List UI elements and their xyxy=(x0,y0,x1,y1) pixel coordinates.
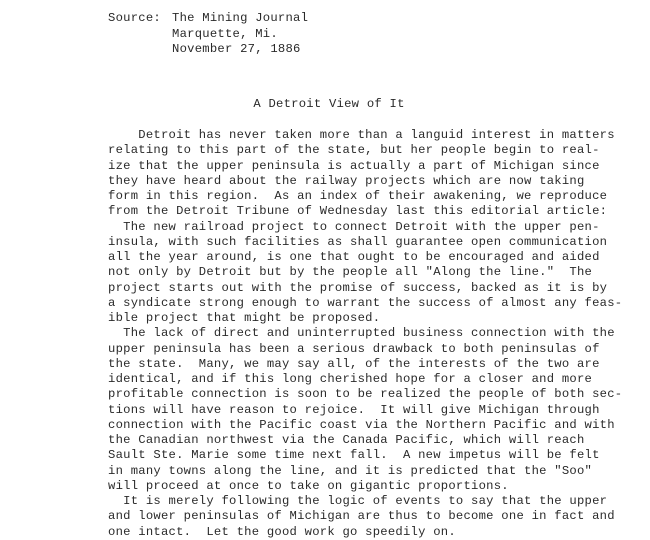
source-line-3 xyxy=(108,42,308,58)
article-body xyxy=(108,128,622,540)
body-line: It is merely following the logic of events to say that the upper xyxy=(108,494,608,508)
body-line: Detroit has never taken more than a languid interest in matters xyxy=(108,128,615,142)
body-line: tions will have reason to rejoice. It will give Michigan through xyxy=(108,402,600,417)
body-line: the Canadian northwest via the Canada Pacific, which will reach xyxy=(108,433,585,447)
body-line: insula, with such facilities as shall guarantee open communication xyxy=(108,234,608,249)
body-line: form in this region. As an index of their awakening, we reproduce xyxy=(108,189,608,203)
source-date: November 27, 1886 xyxy=(172,42,301,56)
body-line: and lower peninsulas of Michigan are thus to become one in fact and xyxy=(108,509,615,524)
source-citation xyxy=(108,11,308,58)
body-line: ible project that might be proposed. xyxy=(108,311,381,325)
source-label: Source: xyxy=(108,11,161,25)
body-line: from the Detroit Tribune of Wednesday last this editorial article: xyxy=(108,204,608,219)
body-line: The new railroad project to connect Detroit with the upper pen- xyxy=(108,219,600,234)
source-line-2 xyxy=(108,27,308,43)
body-line: will proceed at once to take on gigantic proportions. xyxy=(108,478,509,493)
body-line: all the year around, is one that ought to be encouraged and aided xyxy=(108,250,600,264)
body-line: in many towns along the line, and it is predicted that the "Soo" xyxy=(108,463,593,478)
body-line: identical, and if this long cherished hope for a closer and more xyxy=(108,372,593,386)
body-line: they have heard about the railway projects which are now taking xyxy=(108,173,585,188)
body-line: a syndicate strong enough to warrant the success of almost any feas- xyxy=(108,295,623,310)
body-line: one intact. Let the good work go speedily on. xyxy=(108,524,456,539)
article-title: A Detroit View of It xyxy=(253,97,405,111)
source-publication: The Mining Journal xyxy=(172,11,309,25)
source-location: Marquette, Mi. xyxy=(172,26,278,41)
body-line: project starts out with the promise of success, backed as it is by xyxy=(108,280,608,295)
body-line: The lack of direct and uninterrupted business connection with the xyxy=(108,326,615,341)
body-line: upper peninsula has been a serious drawback to both peninsulas of xyxy=(108,341,600,356)
body-line: the state. Many, we may say all, of the interests of the two are xyxy=(108,356,600,371)
body-line: ize that the upper peninsula is actually a part of Michigan since xyxy=(108,158,600,173)
body-line: connection with the Pacific coast via the Northern Pacific and with xyxy=(108,417,615,432)
body-line: Sault Ste. Marie some time next fall. A new impetus will be felt xyxy=(108,448,600,463)
body-line: profitable connection is soon to be realized the people of both sec- xyxy=(108,387,623,402)
source-line-1 xyxy=(108,11,308,27)
body-line: not only by Detroit but by the people all "Along the line." The xyxy=(108,265,593,280)
body-line: relating to this part of the state, but her people begin to real- xyxy=(108,143,600,158)
